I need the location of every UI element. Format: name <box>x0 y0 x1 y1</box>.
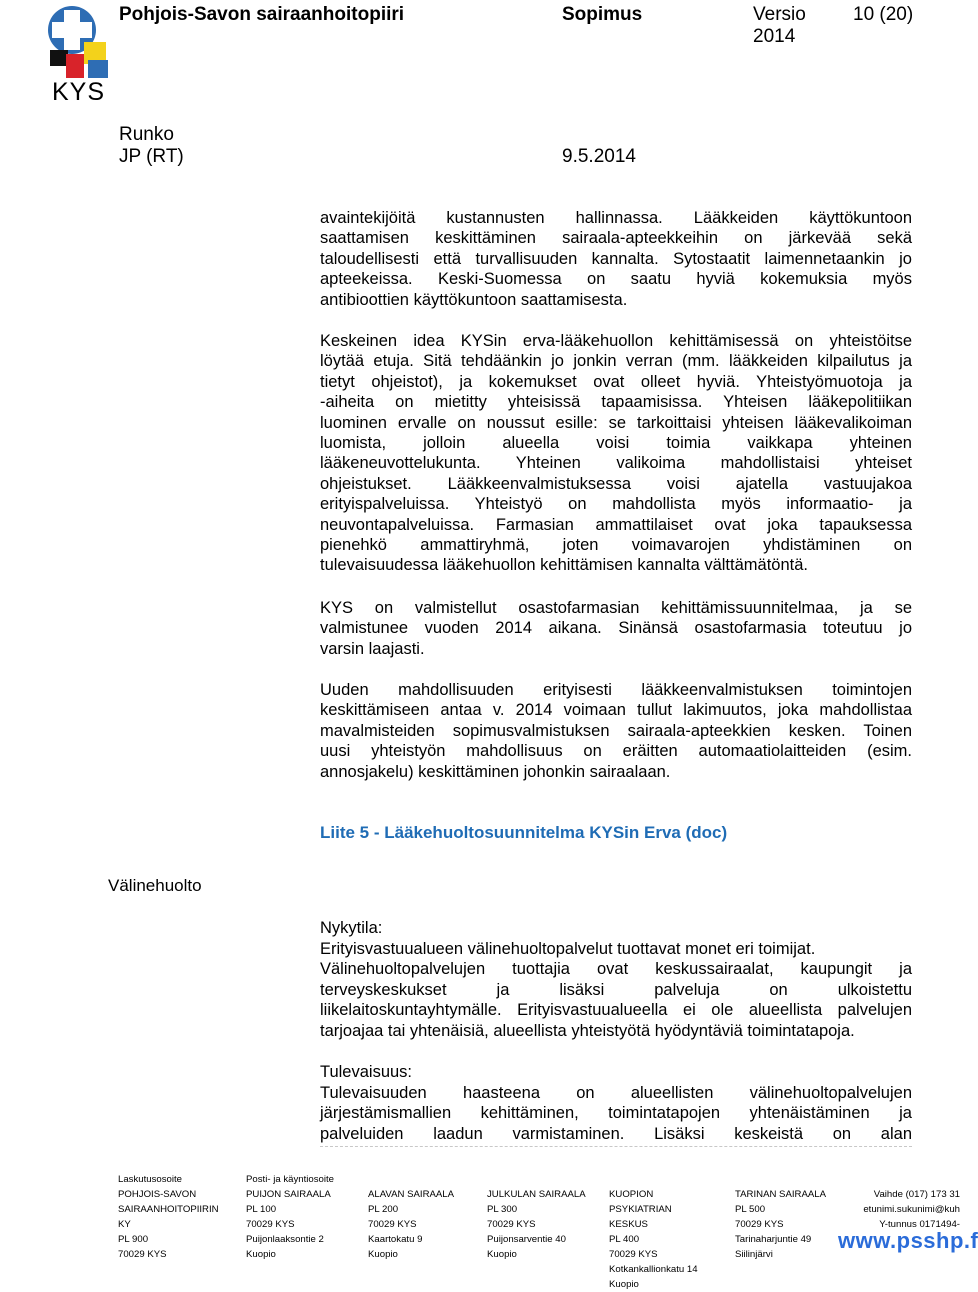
footer-col-julkula <box>487 1187 586 1262</box>
paragraph-4 <box>320 680 912 782</box>
footer-line: etunimi.sukunimi@kuh <box>863 1204 960 1215</box>
text-line: valmistunee vuoden 2014 aikana. Sinänsä osastofarmasia toteutuu jo <box>320 619 912 638</box>
text-line: avaintekijöitä kustannusten hallinnassa. Lääkkeiden käyttökuntoon <box>320 209 912 227</box>
doc-date: 9.5.2014 <box>562 146 636 167</box>
text-line: luomista, jolloin alueella voisi toimia vaikkapa yhteinen <box>320 434 912 453</box>
version-year: 2014 <box>753 26 796 47</box>
paragraph-6 <box>320 1083 912 1144</box>
text-line: tarjoajaa tai yhtenäisiä, alueellista yhteistyötä hyödyntäviä toimintatapoja. <box>320 1021 855 1040</box>
footer-col-psychiatry <box>609 1187 698 1292</box>
footer-line: 70029 KYS <box>487 1219 536 1230</box>
footer-line: 70029 KYS <box>246 1219 295 1230</box>
footer-line: Kaartokatu 9 <box>368 1234 423 1245</box>
logo-text: KYS <box>52 78 106 106</box>
text-line: apteekeissa. Keski-Suomessa on saatu hyviä kokemuksia myös <box>320 270 912 289</box>
text-line: terveyskeskukset ja lisäksi palveluja on ulkoistettu <box>320 980 912 999</box>
text-line: taloudellisesti että turvallisuuden kannalta. Sytostaatit laimennetaankin jo <box>320 249 912 268</box>
footer-line: TARINAN SAIRAALA <box>735 1189 826 1200</box>
text-line: keskittämiseen antaa v. 2014 voimaan tullut lakimuutos, joka mahdollistaa <box>320 701 912 720</box>
footer-line: Kuopio <box>609 1279 639 1290</box>
text-line: liikelaitoskuntayhtymälle. Erityisvastuualueella ei ole alueellista palvelujen <box>320 1001 912 1020</box>
org-name: Pohjois-Savon sairaanhoitopiiri <box>119 4 405 25</box>
text-line: KYS on valmistellut osastofarmasian kehittämissuunnitelmaa, ja se <box>320 599 912 617</box>
footer-post-heading: Posti- ja käyntiosoite <box>246 1174 334 1185</box>
version-label: Versio <box>753 4 806 25</box>
footer-line: 70029 KYS <box>609 1249 658 1260</box>
text-line: pienehkö ammattiryhmä, joten voimavarojen yhdistäminen on <box>320 536 912 555</box>
text-line: Keskeinen idea KYSin erva-lääkehuollon kehittämisessä on yhteistöitse <box>320 332 912 350</box>
kys-logo <box>46 2 118 106</box>
footer-line: Kuopio <box>487 1249 517 1260</box>
footer-line: Kotkankallionkatu 14 <box>609 1264 698 1275</box>
footer-line: Kuopio <box>246 1249 276 1260</box>
paragraph-3 <box>320 598 912 659</box>
footer-line: Vaihde (017) 173 31 <box>873 1189 960 1200</box>
text-line: neuvontapalveluissa. Farmasian ammattilaiset ovat joka tapauksessa <box>320 515 912 534</box>
footer-line: Siilinjärvi <box>735 1249 773 1260</box>
footer-line: SAIRAANHOITOPIIRIN <box>118 1204 219 1215</box>
footer-line: PL 300 <box>487 1204 518 1215</box>
text-line: mavalmisteiden sopimusvalmistuksen sairaala-apteekkien kesken. Toinen <box>320 721 912 740</box>
paragraph-1 <box>320 208 912 310</box>
footer-line: PL 100 <box>246 1204 277 1215</box>
footer-line: Puijonlaaksontie 2 <box>246 1234 324 1245</box>
paragraph-5 <box>320 939 912 1041</box>
footer-line: 70029 KYS <box>735 1219 784 1230</box>
text-line: Tulevaisuuden haasteena on alueellisten välinehuoltopalvelujen <box>320 1084 912 1102</box>
text-line: Nykytila: <box>320 919 383 937</box>
footer-line: 70029 KYS <box>368 1219 417 1230</box>
text-line: uusi yhteistyön mahdollisuus on eräitten automaatiolaitteiden (esim. <box>320 742 912 761</box>
footer-line: Tarinaharjuntie 49 <box>735 1234 812 1245</box>
text-line: lääkeneuvottelukunta. Yhteinen valikoima mahdollistaisi yhteiset <box>320 454 912 473</box>
text-line: erityispalveluissa. Yhteistyö on mahdollista myös informaatio- ja <box>320 495 912 514</box>
text-line: ohjeistukset. Lääkkeenvalmistuksessa voisi ajatella vastuujakoa <box>320 474 912 493</box>
footer-line: PSYKIATRIAN <box>609 1204 672 1215</box>
footer-line: Kuopio <box>368 1249 398 1260</box>
doc-status: Runko <box>119 124 174 145</box>
footer-line: PL 400 <box>609 1234 640 1245</box>
text-line: Tulevaisuus: <box>320 1063 413 1081</box>
attachment-link[interactable]: Liite 5 - Lääkehuoltosuunnitelma KYSin Erva (doc) <box>320 823 728 842</box>
text-line: -aiheita on mietitty yhteisissä tapaamisissa. Yhteisen lääkepolitiikan <box>320 393 912 412</box>
footer-col-alava <box>368 1187 454 1262</box>
footer-billing-heading: Laskutusosoite <box>118 1174 182 1185</box>
text-line: varsin laajasti. <box>320 639 425 658</box>
page-divider <box>320 1146 912 1147</box>
page-number: 10 (20) <box>853 4 914 25</box>
future-label <box>320 1062 912 1082</box>
text-line: järjestämismallien kehittäminen, toimintatapojen yhtenäistäminen ja <box>320 1104 912 1123</box>
doc-author: JP (RT) <box>119 146 184 167</box>
footer-line: Y-tunnus 0171494- <box>879 1219 960 1230</box>
footer-line: KUOPION <box>609 1189 654 1200</box>
footer-line: KESKUS <box>609 1219 648 1230</box>
footer-line: PL 900 <box>118 1234 149 1245</box>
footer-line: PUIJON SAIRAALA <box>246 1189 331 1200</box>
text-line: tietyt ohjeistot), ja kokemukset ovat olleet hyviä. Yhteistyömuotoja ja <box>320 372 912 391</box>
footer-col-tarina <box>735 1187 826 1262</box>
footer-col-billing <box>118 1187 219 1262</box>
footer-line: POHJOIS-SAVON <box>118 1189 197 1200</box>
text-line: saattamisen keskittäminen sairaala-apteekkeihin on järkevää sekä <box>320 229 912 248</box>
text-line: tulevaisuudessa lääkehuollon kehittämisen kannalta välttämätöntä. <box>320 556 808 575</box>
text-line: Välinehuoltopalvelujen tuottajia ovat keskussairaalat, kaupungit ja <box>320 960 912 979</box>
text-line: luominen ervalle on noussut esille: se tarkoittaisi yhteisen lääkevalikoiman <box>320 413 912 432</box>
footer-line: ALAVAN SAIRAALA <box>368 1189 455 1200</box>
text-line: löytää etuja. Sitä tehdäänkin jo jonkin verran (mm. lääkkeiden kilpailutus ja <box>320 352 912 371</box>
footer-line: JULKULAN SAIRAALA <box>487 1189 586 1200</box>
footer-line: PL 500 <box>735 1204 766 1215</box>
text-line: annosjakelu) keskittäminen johonkin sairaalaan. <box>320 762 671 781</box>
doc-type: Sopimus <box>562 4 643 25</box>
text-line: Uuden mahdollisuuden erityisesti lääkkeenvalmistuksen toimintojen <box>320 681 912 699</box>
kys-logo-mark-icon <box>46 2 118 82</box>
footer-line: PL 200 <box>368 1204 399 1215</box>
paragraph-2 <box>320 331 912 576</box>
current-state-label <box>320 918 912 938</box>
text-line: Erityisvastuualueen välinehuoltopalvelut tuottavat monet eri toimijat. <box>320 940 816 958</box>
watermark: www.psshp.f <box>838 1228 978 1253</box>
footer-col-puijo <box>246 1187 331 1262</box>
text-line: antibioottien käyttökuntoon saattamisesta. <box>320 290 628 309</box>
text-line: palveluiden laadun varmistaminen. Lisäksi keskeistä on alan <box>320 1124 912 1143</box>
section-title: Välinehuolto <box>108 876 202 895</box>
footer-col-contact <box>862 1187 960 1232</box>
footer-line: KY <box>118 1219 131 1230</box>
footer-line: Puijonsarventie 40 <box>487 1234 566 1245</box>
footer-line: 70029 KYS <box>118 1249 167 1260</box>
